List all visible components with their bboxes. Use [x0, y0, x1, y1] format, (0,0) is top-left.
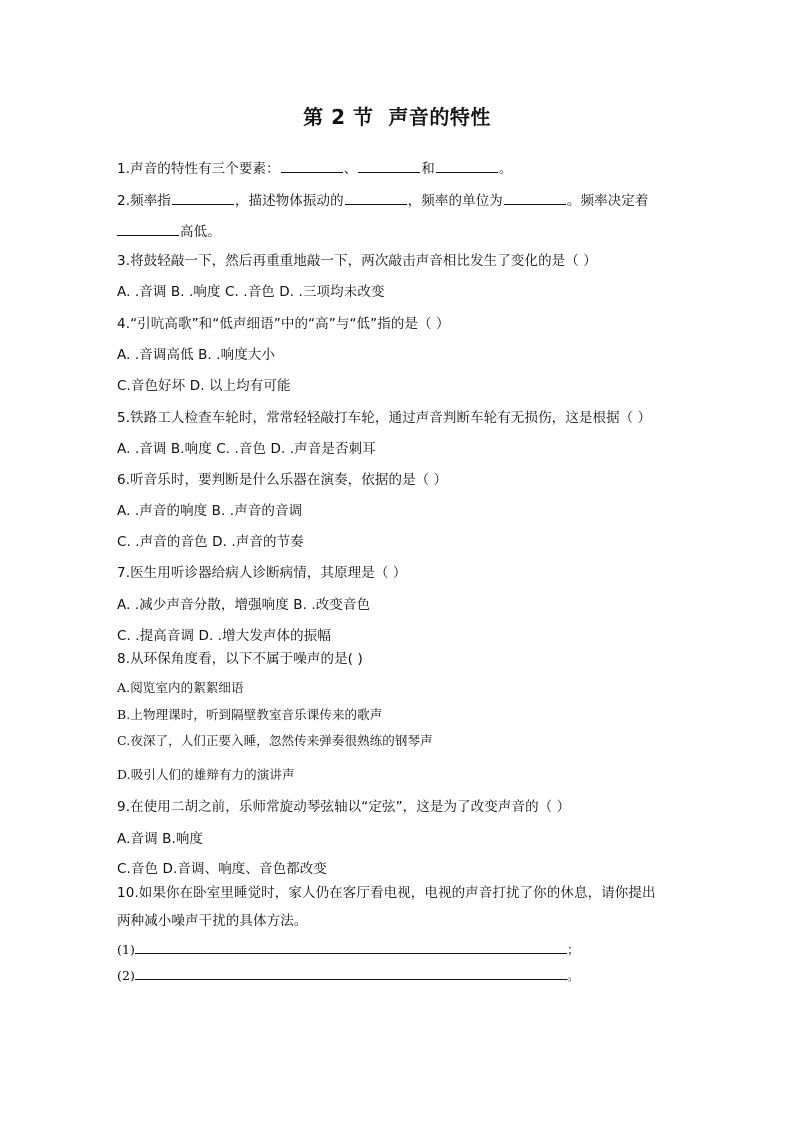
- answer-1-line: [135, 939, 567, 954]
- question-9-options-1: A.音调 B.响度: [117, 831, 204, 847]
- question-7: 7.医生用听诊器给病人诊断病情，其原理是（ ）: [117, 565, 407, 581]
- q1-separator-2: 和: [421, 161, 435, 177]
- q2-part-a: 2.频率指: [117, 193, 171, 209]
- question-3-options: A. .音调 B. .响度 C. .音色 D. .三项均未改变: [117, 284, 385, 300]
- answer-1-end: ；: [567, 942, 580, 957]
- question-10-line-2: 两种减小噪声干扰的具体方法。: [117, 913, 308, 929]
- question-8: 8.从环保角度看，以下不属于噪声的是( ): [117, 651, 363, 667]
- question-10-answer-2: [117, 965, 580, 986]
- question-8-option-d: D.吸引人们的雄辩有力的演讲声: [117, 767, 295, 782]
- question-4-options-1: A. .音调高低 B. .响度大小: [117, 347, 275, 363]
- q2-blank-2: [345, 190, 407, 205]
- question-6-options-1: A. .声音的响度 B. .声音的音调: [117, 503, 303, 519]
- question-1: [117, 158, 513, 179]
- q2-blank-3: [504, 190, 566, 205]
- question-8-option-c: C.夜深了，人们正要入睡，忽然传来弹奏很熟练的钢琴声: [117, 733, 433, 748]
- question-5: 5.铁路工人检查车轮时，常常轻轻敲打车轮，通过声音判断车轮有无损伤，这是根据（ ）: [117, 410, 652, 426]
- question-3: 3.将鼓轻敲一下，然后再重重地敲一下，两次敲击声音相比发生了变化的是（ ）: [117, 253, 597, 269]
- question-7-options-1: A. .减少声音分散，增强响度 B. .改变音色: [117, 597, 371, 613]
- q2-blank-4: [117, 221, 179, 236]
- question-9: 9.在使用二胡之前，乐师常旋动琴弦轴以“定弦”，这是为了改变声音的（ ）: [117, 799, 571, 815]
- q1-text: 1.声音的特性有三个要素：: [117, 161, 280, 177]
- q1-end: 。: [498, 161, 513, 177]
- question-4: 4.“引吭高歌”和“低声细语”中的“高”与“低”指的是（ ）: [117, 316, 450, 332]
- question-7-options-2: C. .提高音调 D. .增大发声体的振幅: [117, 628, 331, 644]
- question-6-options-2: C. .声音的音色 D. .声音的节奏: [117, 534, 304, 550]
- q2-part-d: 。频率决定着: [566, 193, 649, 209]
- question-4-options-2: C.音色好坏 D. 以上均有可能: [117, 378, 291, 394]
- question-8-option-a: A.阅览室内的絮絮细语: [117, 680, 244, 695]
- answer-1-label: (1): [117, 942, 136, 957]
- q2-blank-1: [172, 190, 234, 205]
- question-10-line-1: 10.如果你在卧室里睡觉时，家人仍在客厅看电视，电视的声音打扰了你的休息，请你提出: [117, 885, 656, 901]
- q2-part-e: 高低。: [180, 224, 221, 240]
- question-2-line-1: [117, 190, 649, 211]
- answer-2-label: (2): [117, 968, 136, 983]
- q1-blank-2: [358, 158, 420, 173]
- question-9-options-2: C.音色 D.音调、响度、音色都改变: [117, 861, 327, 877]
- q2-part-c: ，频率的单位为: [407, 193, 503, 209]
- question-5-options: A. .音调 B.响度 C. .音色 D. .声音是否刺耳: [117, 441, 376, 457]
- q1-separator-1: 、: [343, 161, 358, 177]
- question-8-option-b: B.上物理课时，听到隔壁教室音乐课传来的歌声: [117, 707, 383, 722]
- question-2-line-2: [117, 221, 221, 242]
- q1-blank-1: [281, 158, 343, 173]
- answer-2-line: [135, 965, 567, 980]
- answer-2-end: 。: [567, 968, 580, 983]
- question-6: 6.听音乐时，要判断是什么乐器在演奏，依据的是（ ）: [117, 472, 448, 488]
- q2-part-b: ，描述物体振动的: [234, 193, 344, 209]
- question-10-answer-1: [117, 939, 580, 960]
- page-title: 第 2 节 声音的特性: [303, 105, 491, 129]
- q1-blank-3: [436, 158, 498, 173]
